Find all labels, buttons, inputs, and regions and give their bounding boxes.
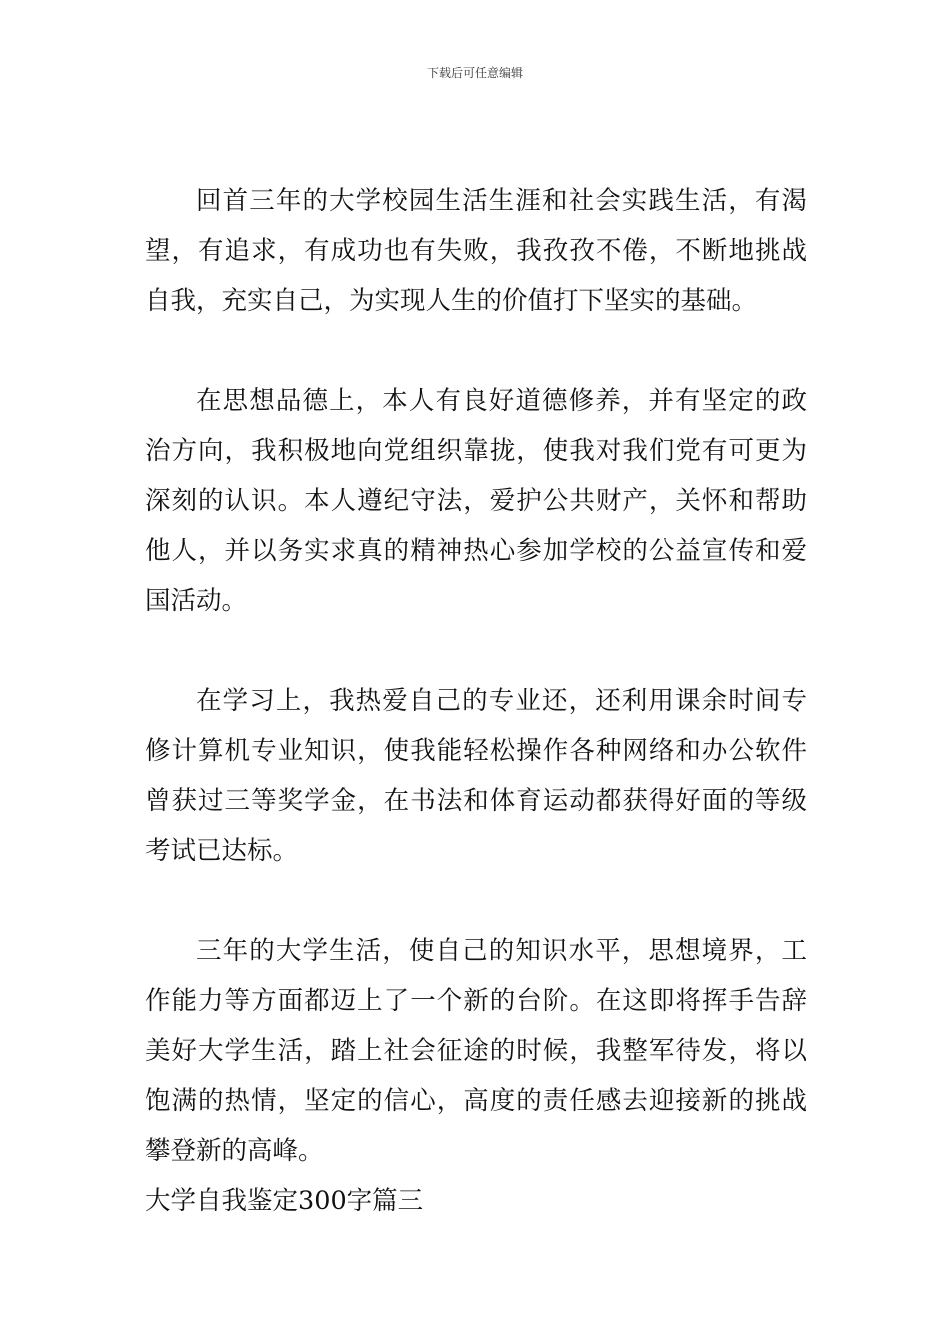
paragraph-intro: 回首三年的大学校园生活生涯和社会实践生活，有渴望，有追求，有成功也有失败，我孜孜不倦，不断地挑战自我，充实自己，为实现人生的价值打下坚实的基础。 [145, 186, 807, 316]
section-title: 大学自我鉴定300字篇三 [145, 1186, 424, 1216]
paragraph-ideology: 在思想品德上，本人有良好道德修养，并有坚定的政治方向，我积极地向党组织靠拢，使我对我们党有可更为深刻的认识。本人遵纪守法，爱护公共财产，关怀和帮助他人，并以务实求真的精神热心参加学校的公益宣传和爱国活动。 [145, 386, 807, 616]
paragraph-gap [145, 626, 807, 676]
paragraph-gap [145, 326, 807, 376]
paragraph-study: 在学习上，我热爱自己的专业还，还利用课余时间专修计算机专业知识，使我能轻松操作各种网络和办公软件曾获过三等奖学金，在书法和体育运动都获得好面的等级考试已达标。 [145, 686, 807, 866]
paragraph-summary: 三年的大学生活，使自己的知识水平，思想境界，工作能力等方面都迈上了一个新的台阶。在这即将挥手告辞美好大学生活，踏上社会征途的时候，我整军待发，将以饱满的热情，坚定的信心，高度的责任感去迎接新的挑战攀登新的高峰。 [145, 936, 807, 1166]
page-header-note: 下载后可任意编辑 [426, 66, 523, 80]
document-body [145, 176, 807, 1226]
paragraph-gap [145, 876, 807, 926]
